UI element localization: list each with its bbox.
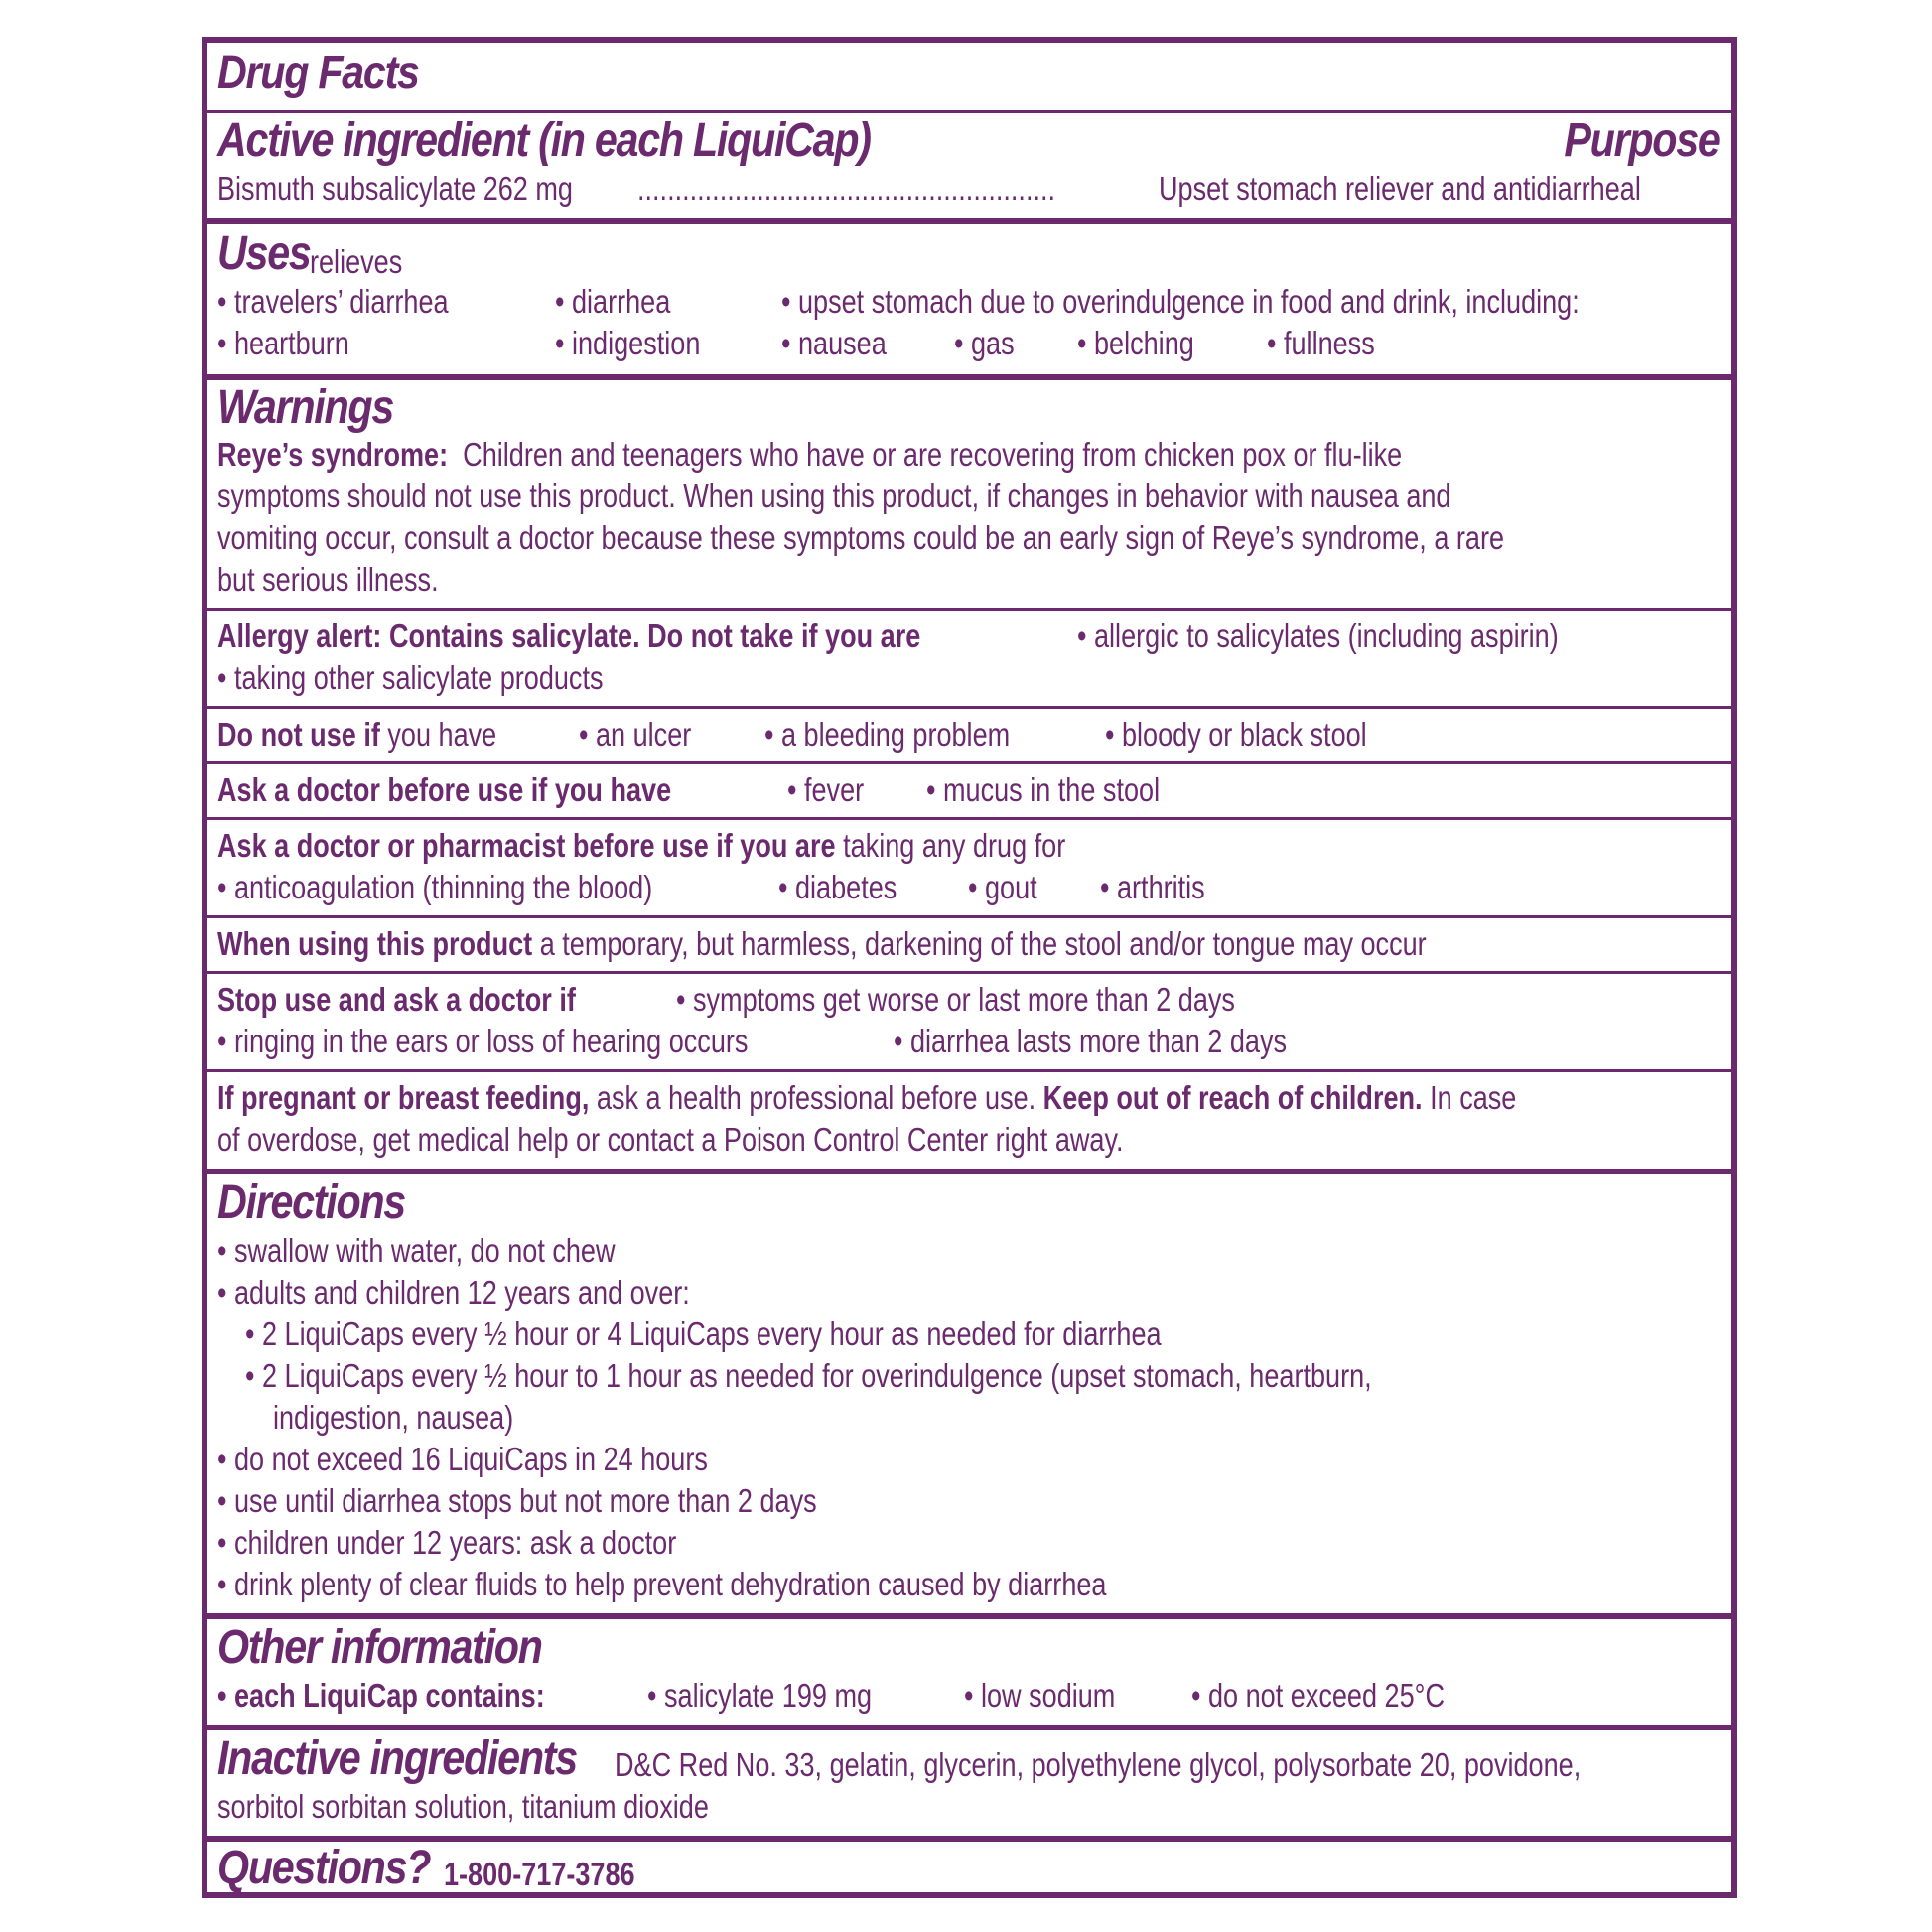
other-info-item: • low sodium bbox=[964, 1677, 1116, 1714]
divider bbox=[207, 1169, 1731, 1174]
askpharm-lead: taking any drug for bbox=[843, 827, 1066, 864]
active-ingredient-section bbox=[207, 114, 1731, 168]
other-info-label-text: • each LiquiCap contains: bbox=[217, 1677, 545, 1714]
directions-line: • do not exceed 16 LiquiCaps in 24 hours bbox=[217, 1441, 708, 1477]
askdoctor-label-text: Ask a doctor before use if you have bbox=[217, 771, 672, 808]
other-info-item: • do not exceed 25°C bbox=[1191, 1677, 1445, 1714]
questions-phone: 1-800-717-3786 bbox=[444, 1856, 635, 1892]
directions-line: • 2 LiquiCaps every ½ hour to 1 hour as needed for overindulgence (upset stomach, heartburn, bbox=[245, 1357, 1372, 1394]
directions-heading: Directions bbox=[217, 1176, 405, 1229]
stopuse-item: • ringing in the ears or loss of hearing occurs bbox=[217, 1023, 749, 1059]
directions-line: • 2 LiquiCaps every ½ hour or 4 LiquiCaps every hour as needed for diarrhea bbox=[245, 1315, 1162, 1352]
directions-line: • swallow with water, do not chew bbox=[217, 1232, 616, 1269]
donotuse-lead: you have bbox=[387, 716, 497, 753]
active-ingredient-purpose: Upset stomach reliever and antidiarrheal bbox=[1159, 170, 1641, 207]
whenusing-label: When using this product bbox=[217, 925, 533, 962]
whenusing-line bbox=[217, 923, 1427, 965]
reye-text: Children and teenagers who have or are recovering from chicken pox or flu-like bbox=[463, 436, 1403, 473]
directions-line: • children under 12 years: ask a doctor bbox=[217, 1524, 677, 1561]
divider bbox=[207, 1725, 1731, 1730]
drug-facts-panel bbox=[202, 37, 1737, 1898]
pregnant-text: ask a health professional before use. bbox=[596, 1079, 1036, 1116]
divider bbox=[207, 218, 1731, 224]
divider bbox=[207, 1069, 1731, 1072]
askpharm-item: • diabetes bbox=[778, 869, 897, 905]
active-ingredient-name: Bismuth subsalicylate 262 mg bbox=[217, 170, 573, 207]
stopuse-label bbox=[217, 979, 576, 1021]
leader-dots: ........................................................ bbox=[637, 170, 1056, 207]
warnings-heading: Warnings bbox=[217, 381, 393, 434]
inactive-line-1: D&C Red No. 33, gelatin, glycerin, polyethylene glycol, polysorbate 20, povidone, bbox=[615, 1746, 1582, 1783]
uses-item: • fullness bbox=[1267, 325, 1375, 361]
divider bbox=[207, 374, 1731, 380]
whenusing-text: a temporary, but harmless, darkening of the stool and/or tongue may occur bbox=[539, 925, 1427, 962]
stopuse-label-text: Stop use and ask a doctor if bbox=[217, 981, 576, 1018]
donotuse-item: • an ulcer bbox=[579, 716, 692, 753]
askpharm-line bbox=[217, 825, 1065, 867]
divider bbox=[207, 817, 1731, 820]
reye-line-2: symptoms should not use this product. When using this product, if changes in behavior with nausea and bbox=[217, 478, 1451, 514]
askdoctor-item: • fever bbox=[787, 771, 865, 808]
askpharm-item: • gout bbox=[968, 869, 1037, 905]
other-info-item: • salicylate 199 mg bbox=[647, 1677, 873, 1714]
drug-facts-title-section bbox=[207, 47, 1731, 100]
questions-heading: Questions? bbox=[217, 1842, 431, 1894]
donotuse-line bbox=[217, 714, 496, 756]
uses-item: • upset stomach due to overindulgence in food and drink, including: bbox=[781, 283, 1580, 320]
divider bbox=[207, 971, 1731, 974]
other-info-label bbox=[217, 1675, 545, 1717]
divider bbox=[207, 706, 1731, 709]
donotuse-item: • a bleeding problem bbox=[764, 716, 1011, 753]
allergy-label-text: Allergy alert: Contains salicylate. Do not take if you are bbox=[217, 618, 921, 654]
inactive-heading: Inactive ingredients bbox=[217, 1732, 577, 1785]
directions-line: • adults and children 12 years and over: bbox=[217, 1274, 690, 1311]
questions-section bbox=[207, 1842, 1731, 1895]
uses-item: • belching bbox=[1077, 325, 1194, 361]
divider bbox=[207, 1613, 1731, 1619]
reye-line-3: vomiting occur, consult a doctor because these symptoms could be an early sign of Reye’s syndrome, a rare bbox=[217, 519, 1505, 556]
divider bbox=[207, 915, 1731, 918]
purpose-heading: Purpose bbox=[1564, 114, 1720, 167]
pregnant-label: If pregnant or breast feeding, bbox=[217, 1079, 590, 1116]
allergy-label bbox=[217, 616, 920, 657]
inactive-line-2: sorbitol sorbitan solution, titanium dioxide bbox=[217, 1788, 709, 1825]
askpharm-item: • arthritis bbox=[1100, 869, 1205, 905]
allergy-item: • allergic to salicylates (including aspirin) bbox=[1077, 618, 1559, 654]
directions-line: • drink plenty of clear fluids to help prevent dehydration caused by diarrhea bbox=[217, 1566, 1107, 1602]
askdoctor-item: • mucus in the stool bbox=[926, 771, 1161, 808]
reye-line-1 bbox=[217, 434, 1402, 476]
divider bbox=[207, 761, 1731, 764]
uses-item: • nausea bbox=[781, 325, 887, 361]
allergy-item: • taking other salicylate products bbox=[217, 659, 604, 696]
uses-section bbox=[207, 227, 1731, 281]
stopuse-item: • symptoms get worse or last more than 2 days bbox=[676, 981, 1235, 1018]
active-ingredient-heading: Active ingredient (in each LiquiCap) bbox=[217, 114, 871, 167]
donotuse-item: • bloody or black stool bbox=[1105, 716, 1367, 753]
uses-item: • heartburn bbox=[217, 325, 349, 361]
pregnant-line bbox=[217, 1077, 1516, 1119]
askpharm-label: Ask a doctor or pharmacist before use if you are bbox=[217, 827, 836, 864]
stopuse-item: • diarrhea lasts more than 2 days bbox=[894, 1023, 1288, 1059]
overdose-line: of overdose, get medical help or contact a Poison Control Center right away. bbox=[217, 1121, 1124, 1158]
askpharm-item: • anticoagulation (thinning the blood) bbox=[217, 869, 653, 905]
uses-heading: Uses bbox=[217, 227, 311, 280]
uses-lead: relieves bbox=[310, 243, 403, 280]
other-info-heading: Other information bbox=[217, 1621, 542, 1674]
other-info-section bbox=[207, 1621, 1731, 1675]
divider bbox=[207, 608, 1731, 611]
uses-item: • indigestion bbox=[555, 325, 701, 361]
keepout-text: In case bbox=[1430, 1079, 1517, 1116]
askdoctor-label bbox=[217, 769, 671, 811]
directions-line: indigestion, nausea) bbox=[273, 1399, 514, 1436]
uses-item: • travelers’ diarrhea bbox=[217, 283, 449, 320]
drug-facts-title: Drug Facts bbox=[217, 47, 419, 99]
donotuse-label: Do not use if bbox=[217, 716, 380, 753]
reye-line-4: but serious illness. bbox=[217, 561, 439, 598]
keepout-label: Keep out of reach of children. bbox=[1042, 1079, 1423, 1116]
uses-item: • gas bbox=[954, 325, 1015, 361]
warnings-section bbox=[207, 381, 1731, 435]
uses-item: • diarrhea bbox=[555, 283, 671, 320]
divider bbox=[207, 110, 1731, 113]
reye-label: Reye’s syndrome: bbox=[217, 436, 449, 473]
directions-section bbox=[207, 1176, 1731, 1230]
directions-line: • use until diarrhea stops but not more than 2 days bbox=[217, 1482, 817, 1519]
